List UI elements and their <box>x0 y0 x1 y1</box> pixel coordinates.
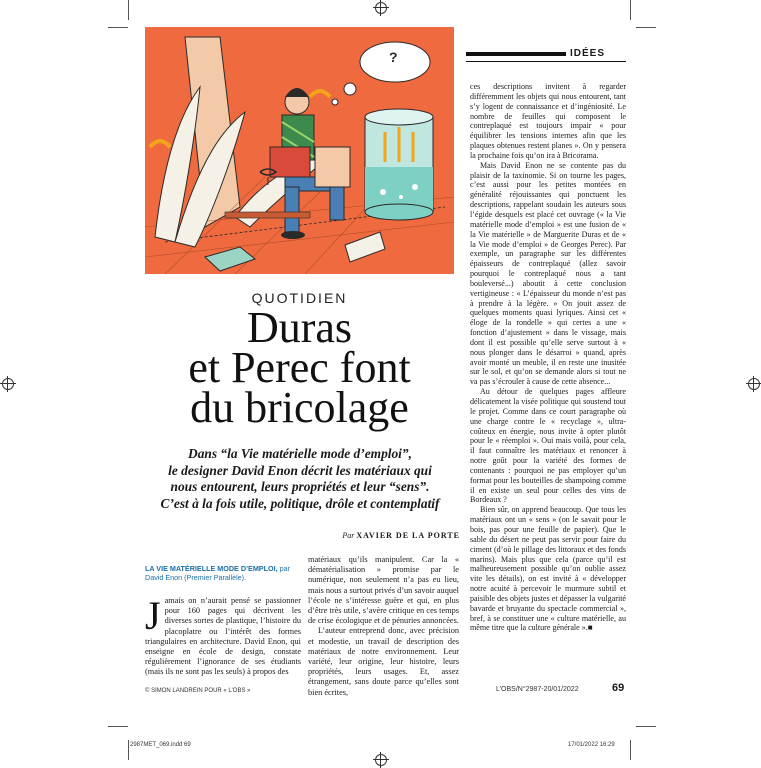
standfirst-line: nous entourent, leurs propriétés et leur “sens”. <box>170 479 430 494</box>
crop-line <box>630 0 631 20</box>
question-mark: ? <box>389 49 398 65</box>
article-column-3 <box>470 82 626 633</box>
article-column-2 <box>308 555 459 698</box>
crop-line <box>128 0 129 20</box>
registration-mark-right <box>748 378 760 390</box>
paragraph: matériaux qu’ils manipulent. Car la « dématérialisation » promise par le numérique, non seulement n’a pas eu lieu, mais nous a surtout privés d’un savoir auquel l’école ne s’intéresse guère et qui, en plus d’être très utile, s’avère critique en ces temps de crise écologique et de pénuries annoncées. <box>308 555 459 626</box>
crop-line <box>636 726 656 727</box>
crop-line <box>636 27 656 28</box>
illustration <box>145 27 454 274</box>
headline-line: Duras <box>246 303 353 352</box>
byline <box>200 531 460 540</box>
photo-credit: © SIMON LANDREIN POUR « L’OBS » <box>145 688 251 694</box>
drop-cap: J <box>145 593 161 638</box>
crop-line <box>630 740 631 760</box>
crop-line <box>108 27 128 28</box>
folio: L’OBS/N°2987-20/01/2022 <box>496 686 579 693</box>
timestamp: 17/01/2022 16:29 <box>568 742 615 748</box>
file-slug: 2987MET_069.indd 69 <box>130 742 191 748</box>
paragraph: ces descriptions invitent à regarder différemment les objets qui nous entourent, tant s’y logent de connaissance et d’ingéniosité. Le nombre de feuilles qui composent le contreplaqué est toujours impair « pour équilibrer les tensions internes afin que les plaques obtenues restent planes ». On y pensera la prochaine fois qu’on ira à Bricorama. <box>470 82 626 160</box>
standfirst-line: le designer David Enon décrit les matériaux qui <box>168 462 432 478</box>
paragraph: L’auteur entreprend donc, avec précision et modestie, un travail de description des matériaux de notre environnement. Leur variété, leur origine, leur histoire, leurs propriétés, leurs usages. Et, assez étrangement, sans doute parce qu’elles sont bien écrites, <box>308 626 459 697</box>
registration-mark-bottom <box>375 754 387 766</box>
registration-mark-top <box>375 2 387 14</box>
section-bar <box>466 52 566 56</box>
section-label: IDÉES <box>570 48 606 59</box>
illustration-drawing <box>145 27 454 274</box>
paragraph: amais on n’aurait pensé se passionner pour 160 pages qui décrivent les diverses sortes de plastique, l’histoire du placoplatre ou l’intérêt des formes triangulaires en architecture. David Enon, qui enseigne en école de design, constate régulièrement l’ignorance de ses étudiants (mais ils ne sont pas les seuls) à propos des <box>145 596 301 677</box>
registration-mark-left <box>2 378 14 390</box>
book-reference <box>145 564 305 582</box>
byline-author: XAVIER DE LA PORTE <box>356 531 460 540</box>
book-title: LA VIE MATÉRIELLE MODE D’EMPLOI, <box>145 564 278 573</box>
rubric: QUOTIDIEN <box>251 290 348 306</box>
book-publisher: par David Enon (Premier Parallèle). <box>145 564 290 582</box>
headline-line: du bricolage <box>190 383 409 432</box>
article-column-1 <box>145 593 301 678</box>
paragraph: Au détour de quelques pages affleure délicatement la visée politique qui soustend tout le projet. Comme dans ce court paragraphe où une charge contre le « recyclage », ultra-coûteux en énergie, nous invite à opter plutôt pour le « réemploi ». Oui mais voilà, pour cela, il faut connaître les matériaux et renoncer à notre goût pour la variété des formes de contenants : pourquoi ne pas employer qu’un format pour les bouteilles de shampoing comme il en existe un seul pour celles des vins de Bordeaux ? <box>470 387 626 505</box>
standfirst-line: Dans “la Vie matérielle mode d’emploi”, <box>188 446 412 461</box>
crop-line <box>128 740 129 760</box>
headline-line: et Perec font <box>188 343 411 392</box>
headline <box>145 303 454 432</box>
byline-prefix: Par <box>342 531 355 540</box>
crop-line <box>108 726 128 727</box>
standfirst <box>150 446 450 512</box>
page-number: 69 <box>612 682 625 694</box>
section-rule <box>466 61 626 62</box>
paragraph: Bien sûr, on apprend beaucoup. Que tous les matériaux ont un « sens » (on le savait pour le bois, pas pour une feuille de papier). Que le sable du désert ne peut pas servir pour faire du ciment (d’où le pillage des littoraux et des fonds marins). Mais plus que cela (parce qu’il est malheureusement possible qu’on oublie assez vite les détails), on est invité à « développer notre acuité à percevoir le murmure subtil et paisible des objets justes et dépasser la vulgarité bavarde et bruyante du spectacle commercial », bref, à se constituer une « culture matérielle, au même titre que la culture générale ».■ <box>470 505 626 633</box>
standfirst-line: C’est à la fois utile, politique, drôle et contemplatif <box>160 495 440 511</box>
paragraph: Mais David Enon ne se contente pas du plaisir de la taxinomie. Si on tourne les pages, c’est aussi pour les petites montées en généralité réjouissantes qui ponctuent les descriptions, rappelant soudain les auteurs sous l’égide desquels est placé cet ouvrage (« la Vie matérielle mode d’emploi » est une fusion de « la Vie matérielle » de Marguerite Duras et de « la Vie mode d’emploi » de Georges Perec). Par exemple, un paragraphe sur les différentes épaisseurs de contreplaqué (allez savoir pourquoi le contreplaqué nous a tant bouleversé...) aboutit à cette conclusion vertigineuse : « L’épaisseur du monde n’est pas à prendre à la légère. » On jouit assez de quelques moments quasi lyriques. Ainsi cet « éloge de la rondelle » qui certes a une « fonction d’ajustement » dans le vissage, mais dont il est possible qu’elle serve surtout à « nous plonger dans le désarroi » quand, après avoir monté un meuble, il en reste une inusitée sur le sol, et qu’on se demande alors si tout ne va pas s’écrouler à cause de cette absence... <box>470 160 626 387</box>
